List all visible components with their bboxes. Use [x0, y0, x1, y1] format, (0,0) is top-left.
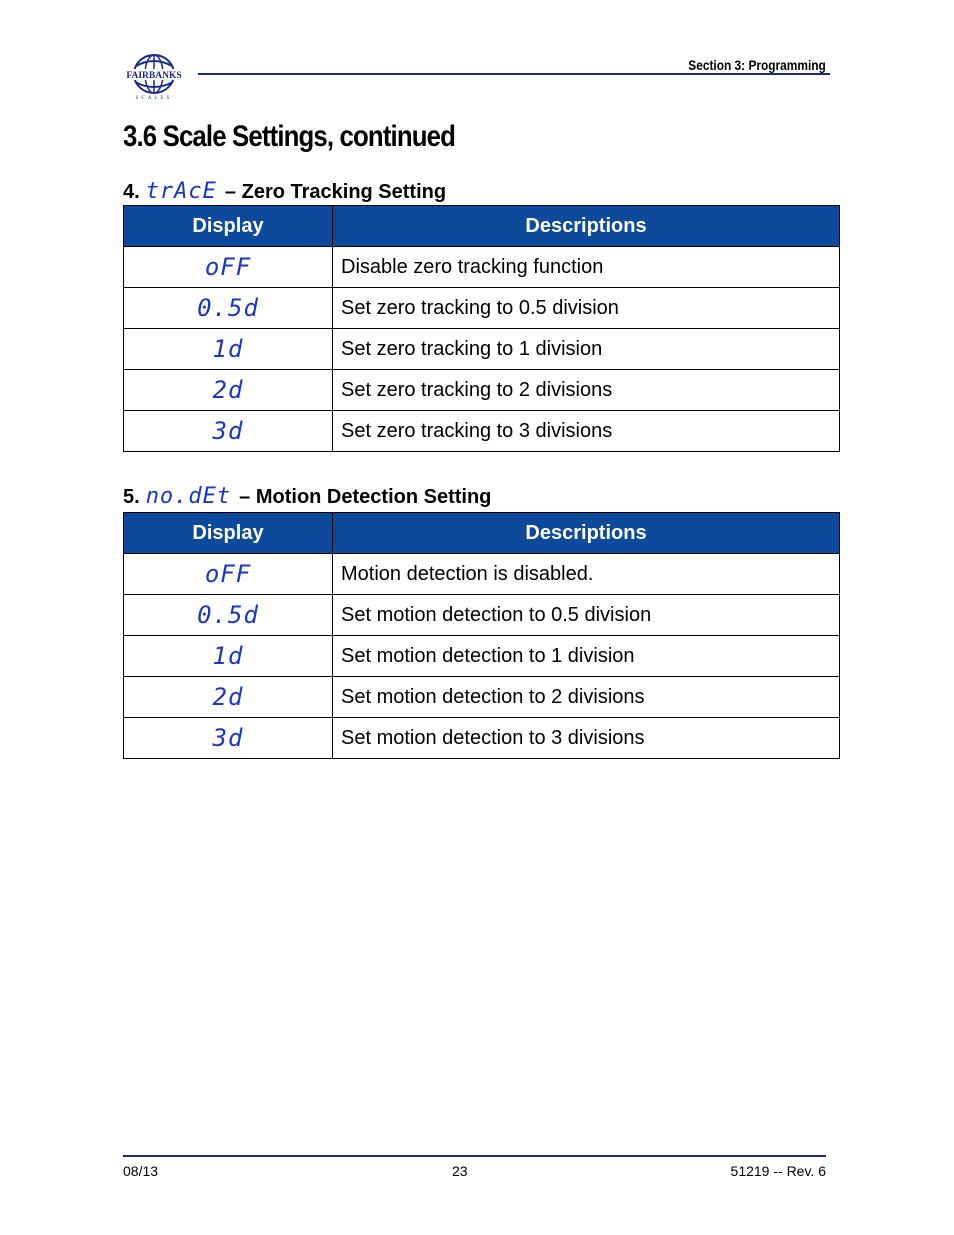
column-header-descriptions: Descriptions [333, 206, 840, 247]
column-header-display: Display [124, 206, 333, 247]
display-value: 3d [124, 411, 333, 452]
table-row [124, 329, 840, 370]
display-value: oFF [124, 247, 333, 288]
description: Set motion detection to 2 divisions [333, 677, 840, 718]
display-value: 0.5d [124, 595, 333, 636]
display-value: 3d [124, 718, 333, 759]
table-row [124, 677, 840, 718]
display-code: trAcE [145, 179, 217, 204]
table-row [124, 288, 840, 329]
description: Set zero tracking to 1 division [333, 329, 840, 370]
table-row [124, 595, 840, 636]
description: Set motion detection to 1 division [333, 636, 840, 677]
section-heading-motion-detection [123, 484, 491, 509]
display-value: 1d [124, 329, 333, 370]
section-name: – Zero Tracking Setting [224, 181, 447, 203]
description: Set motion detection to 0.5 division [333, 595, 840, 636]
column-header-display: Display [124, 513, 333, 554]
table-row [124, 370, 840, 411]
display-value: 0.5d [124, 288, 333, 329]
table-row [124, 718, 840, 759]
zero-tracking-table [123, 205, 840, 452]
footer-date: 08/13 [123, 1163, 159, 1179]
column-header-descriptions: Descriptions [333, 513, 840, 554]
display-code: no.dEt [145, 484, 232, 509]
display-value: 2d [124, 370, 333, 411]
description: Set motion detection to 3 divisions [333, 718, 840, 759]
footer-rule [123, 1155, 826, 1157]
description: Set zero tracking to 0.5 division [333, 288, 840, 329]
description: Motion detection is disabled. [333, 554, 840, 595]
display-value: 2d [124, 677, 333, 718]
page-title: 3.6 Scale Settings, continued [123, 120, 456, 153]
table-row [124, 411, 840, 452]
header-section-title: Section 3: Programming [688, 57, 826, 73]
fairbanks-logo [122, 52, 186, 100]
table-row [124, 636, 840, 677]
table-row [124, 247, 840, 288]
display-value: oFF [124, 554, 333, 595]
section-number: 4. [123, 181, 140, 203]
section-number: 5. [123, 486, 140, 508]
footer-doc-revision: 51219 -- Rev. 6 [730, 1163, 826, 1179]
table-header-row [124, 513, 840, 554]
svg-text:SCALES: SCALES [135, 96, 173, 100]
description: Disable zero tracking function [333, 247, 840, 288]
motion-detection-table [123, 512, 840, 759]
table-header-row [124, 206, 840, 247]
description: Set zero tracking to 2 divisions [333, 370, 840, 411]
svg-text:FAIRBANKS: FAIRBANKS [126, 71, 182, 81]
header-rule [198, 73, 830, 75]
section-heading-zero-tracking [123, 179, 446, 204]
display-value: 1d [124, 636, 333, 677]
footer-page-number: 23 [452, 1163, 468, 1179]
section-name: – Motion Detection Setting [239, 486, 492, 508]
description: Set zero tracking to 3 divisions [333, 411, 840, 452]
table-row [124, 554, 840, 595]
